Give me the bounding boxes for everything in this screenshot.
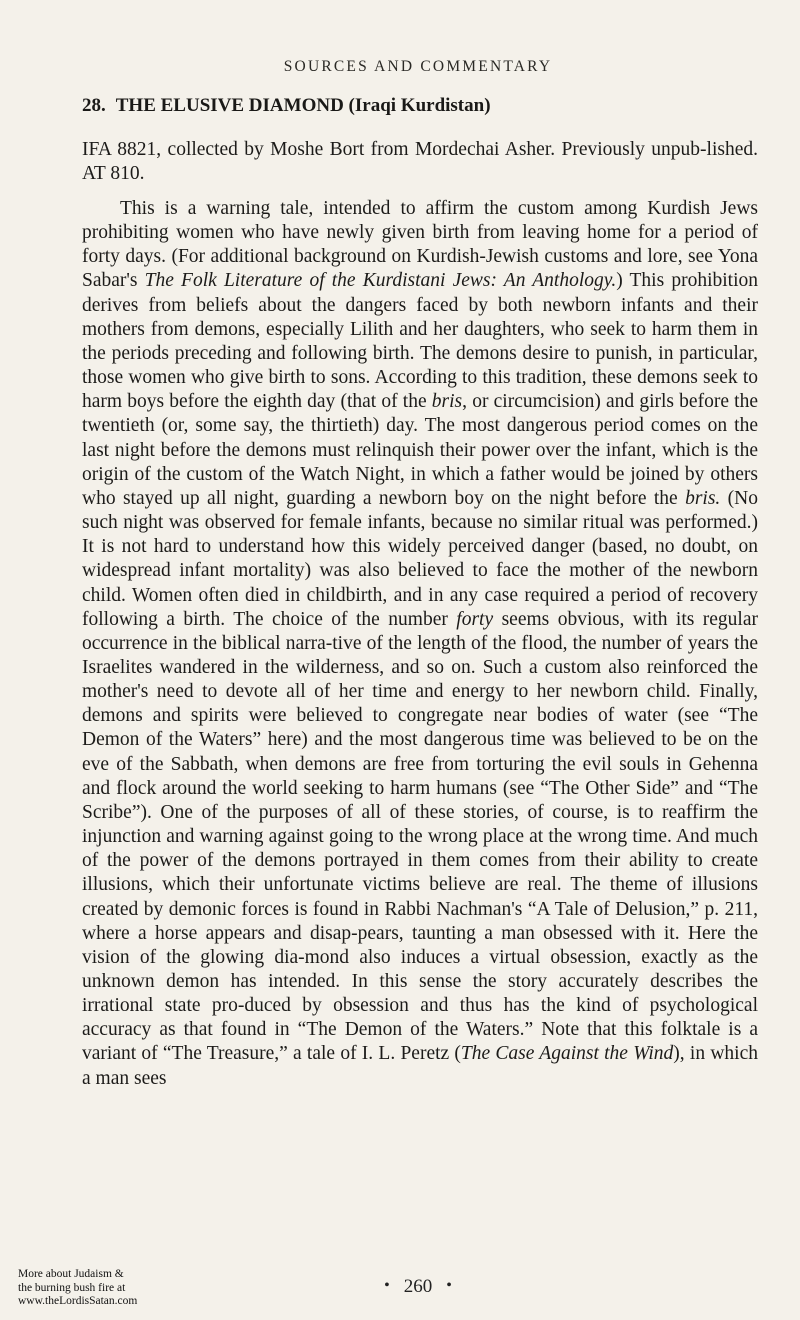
- text-run: This is a warning tale, intended to affirm the custom among Kurdish Jews prohibiting women who have newly given birth from leaving home for a period of forty days. (For additional background on Kurdish-Jewish customs and lore, see Yona Sabar's: [82, 198, 758, 292]
- text-run: seems obvious, with its regular occurrence in the biblical narra-tive of the length of the flood, the number of years the Israelites wandered in the wilderness, and so on. Such a custom also reinforced the mother's need to devote all of her time and energy to her newborn child. Finally, demons and spirits were believed to congregate near bodies of water (see “The Demon of the Waters” here) and the most dangerous time was believed to be on the eve of the Sabbath, when demons are free from torturing the evil souls in Gehenna and flock around the world seeking to harm humans (see “The Other Side” and “The Scribe”). One of the purposes of all of these stories, of course, is to reaffirm the injunction and warning against going to the wrong place at the wrong time. And much of the power of the demons portrayed in them comes from their ability to create illusions, which their unfortunate victims believe are real. The theme of illusions created by demonic forces is found in Rabbi Nachman's “A Tale of Delusion,” p. 211, where a horse appears and disap-pears, taunting a man obsessed with it. Here the vision of the glowing dia-mond also induces a virtual obsession, exactly as the unknown demon has intended. In this sense the story accurately describes the irrational state pro-duced by obsession and thus has the kind of psychological accuracy as that found in “The Demon of the Waters.” Note that this folktale is a variant of “The Treasure,” a tale of I. L. Peretz (: [82, 608, 758, 1065]
- running-head: SOURCES AND COMMENTARY: [283, 58, 553, 75]
- watermark-credit: [18, 1268, 198, 1309]
- folio-ornament-left: •: [384, 1277, 390, 1294]
- entry-number: 28.: [82, 95, 106, 116]
- credit-line: the burning bush fire at: [18, 1281, 126, 1294]
- italic-term: bris: [431, 391, 463, 413]
- entry-heading: [82, 95, 762, 117]
- commentary-body: [82, 197, 758, 1091]
- text-run: (No such night was observed for female infants, because no similar ritual was performed.) It is not hard to understand how this widely perceived danger (based, no doubt, on widespread infant mortality) was also believed to face the mother of the newborn child. Women often died in childbirth, and in any case required a period of recovery following a birth. The choice of the number: [82, 487, 758, 630]
- credit-line: More about Judaism &: [18, 1268, 124, 1280]
- italic-term: forty: [456, 608, 494, 630]
- entry-title: THE ELUSIVE DIAMOND (Iraqi Kurdistan): [115, 95, 491, 116]
- source-note: IFA 8821, collected by Moshe Bort from Mordechai Asher. Previously unpub-lished. AT 810.: [82, 139, 758, 184]
- book-title: The Folk Literature of the Kurdistani Jews: An Anthology.: [144, 270, 617, 292]
- text-run: , or circumcision) and girls before the twentieth (or, some say, the thirtieth) day. The most dangerous period comes on the last night before the demons must relinquish their power over the infant, which is the origin of the custom of the Watch Night, in which a father would be joined by others who stayed up all night, guarding a newborn boy on the night before the: [82, 391, 758, 509]
- commentary-paragraph: [82, 197, 758, 1091]
- text-run: ), in which a man sees: [82, 1043, 758, 1089]
- text-run: ) This prohibition derives from beliefs about the dangers faced by both newborn infants and their mothers from demons, especially Lilith and her daughters, who seek to harm them in the periods preceding and following birth. The demons desire to punish, in particular, those women who give birth to sons. According to this tradition, these demons seek to harm boys before the eighth day (that of the: [82, 270, 758, 413]
- italic-term: bris.: [685, 487, 721, 509]
- folio-ornament-right: •: [446, 1277, 452, 1294]
- book-title: The Case Against the Wind: [460, 1043, 674, 1065]
- credit-link[interactable]: www.theLordisSatan.com: [18, 1295, 138, 1307]
- page-number: 260: [403, 1276, 433, 1297]
